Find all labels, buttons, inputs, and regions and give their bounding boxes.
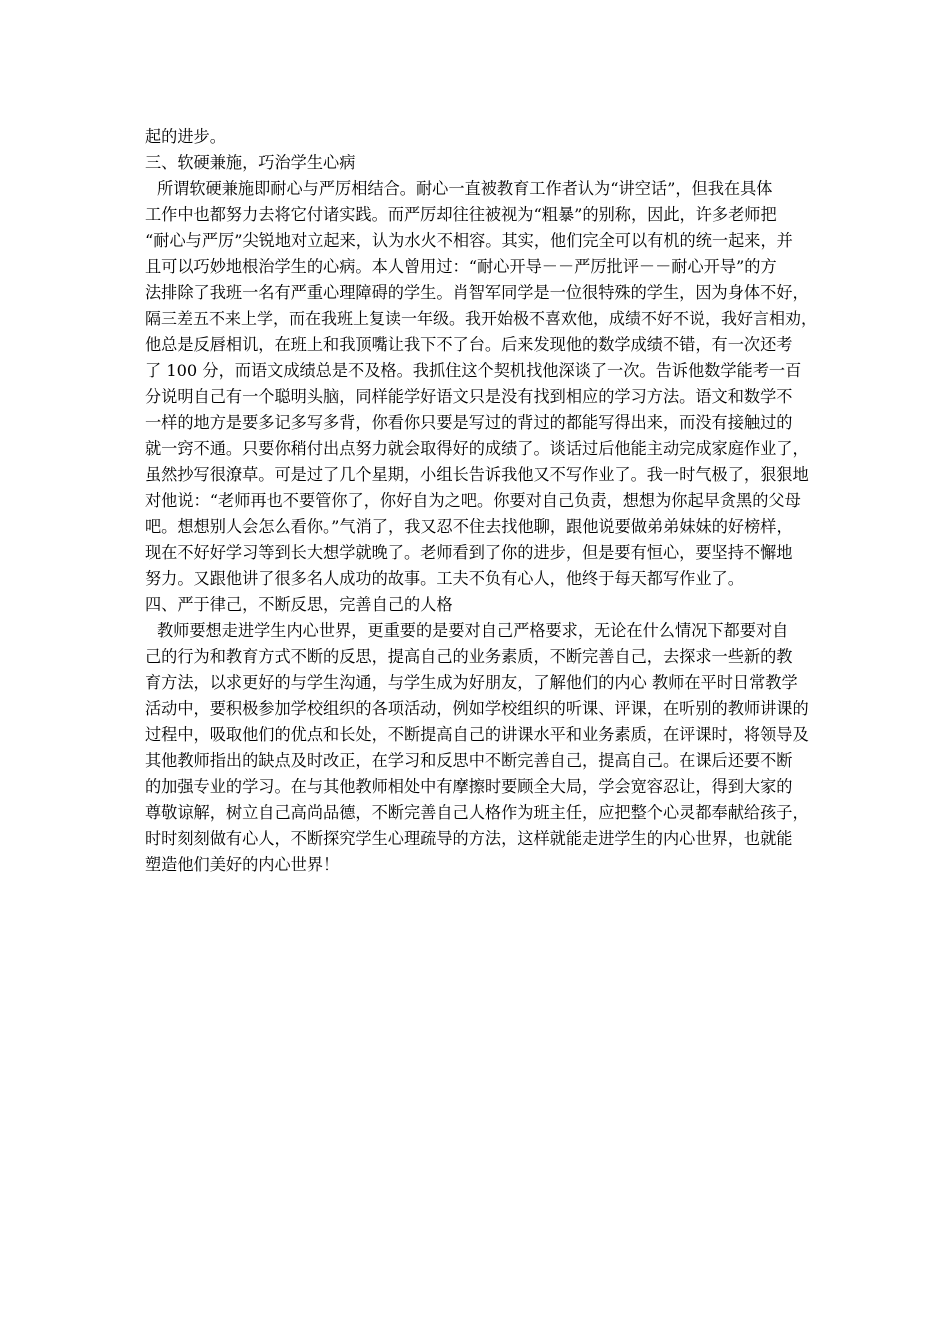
document-body — [145, 124, 818, 878]
text-line: 了 100 分，而语文成绩总是不及格。我抓住这个契机找他深谈了一次。告诉他数学能考一百 — [145, 361, 802, 380]
text-line: “耐心与严厉”尖锐地对立起来，认为水火不相容。其实，他们完全可以有机的统一起来，并 — [145, 231, 793, 250]
text-line: 三、软硬兼施，巧治学生心病 — [145, 153, 356, 172]
text-line: 对他说：“老师再也不要管你了，你好自为之吧。你要对自己负责，想想为你起早贪黑的父母 — [145, 491, 801, 510]
text-line: 其他教师指出的缺点及时改正，在学习和反思中不断完善自己，提高自己。在课后还要不断 — [145, 751, 793, 770]
text-line: 的加强专业的学习。在与其他教师相处中有摩擦时要顾全大局，学会宽容忍让，得到大家的 — [145, 777, 793, 796]
text-line: 四、严于律己，不断反思，完善自己的人格 — [145, 595, 453, 614]
text-line: 法排除了我班一名有严重心理障碍的学生。肖智军同学是一位很特殊的学生，因为身体不好， — [145, 283, 809, 302]
text-line: 育方法，以求更好的与学生沟通，与学生成为好朋友，了解他们的内心 教师在平时日常教学 — [145, 673, 798, 692]
text-line: 所谓软硬兼施即耐心与严厉相结合。耐心一直被教育工作者认为“讲空话”，但我在具体 — [157, 179, 773, 198]
text-line: 起的进步。 — [145, 127, 226, 146]
text-line: 过程中，吸取他们的优点和长处，不断提高自己的讲课水平和业务素质，在评课时，将领导及 — [145, 725, 809, 744]
text-line: 一样的地方是要多记多写多背，你看你只要是写过的背过的都能写得出来，而没有接触过的 — [145, 413, 793, 432]
text-line: 己的行为和教育方式不断的反思，提高自己的业务素质，不断完善自己，去探求一些新的教 — [145, 647, 793, 666]
text-line: 且可以巧妙地根治学生的心病。本人曾用过：“耐心开导－－严厉批评－－耐心开导”的方 — [145, 257, 777, 276]
text-line: 塑造他们美好的内心世界！ — [145, 855, 340, 874]
text-line: 活动中，要积极参加学校组织的各项活动，例如学校组织的听课、评课，在听别的教师讲课的 — [145, 699, 809, 718]
text-line: 隔三差五不来上学，而在我班上复读一年级。我开始极不喜欢他，成绩不好不说，我好言相劝， — [145, 309, 818, 328]
text-line: 时时刻刻做有心人，不断探究学生心理疏导的方法，这样就能走进学生的内心世界，也就能 — [145, 829, 793, 848]
text-line: 吧。想想别人会怎么看你。”气消了，我又忍不住去找他聊，跟他说要做弟弟妹妹的好榜样， — [145, 517, 793, 536]
text-line: 尊敬谅解，树立自己高尚品德，不断完善自己人格作为班主任，应把整个心灵都奉献给孩子， — [145, 803, 809, 822]
text-line: 就一窍不通。只要你稍付出点努力就会取得好的成绩了。谈话过后他能主动完成家庭作业了， — [145, 439, 809, 458]
text-line: 工作中也都努力去将它付诸实践。而严厉却往往被视为“粗暴”的别称，因此，许多老师把 — [145, 205, 777, 224]
text-line: 分说明自己有一个聪明头脑，同样能学好语文只是没有找到相应的学习方法。语文和数学不 — [145, 387, 793, 406]
text-line: 努力。又跟他讲了很多名人成功的故事。工夫不负有心人，他终于每天都写作业了。 — [145, 569, 744, 588]
text-line: 虽然抄写很潦草。可是过了几个星期，小组长告诉我他又不写作业了。我一时气极了，狠狠地 — [145, 465, 809, 484]
text-line: 现在不好好学习等到长大想学就晚了。老师看到了你的进步，但是要有恒心，要坚持不懈地 — [145, 543, 793, 562]
text-line: 他总是反唇相讥，在班上和我顶嘴让我下不了台。后来发现他的数学成绩不错，有一次还考 — [145, 335, 793, 354]
text-line: 教师要想走进学生内心世界，更重要的是要对自己严格要求，无论在什么情况下都要对自 — [157, 621, 789, 640]
